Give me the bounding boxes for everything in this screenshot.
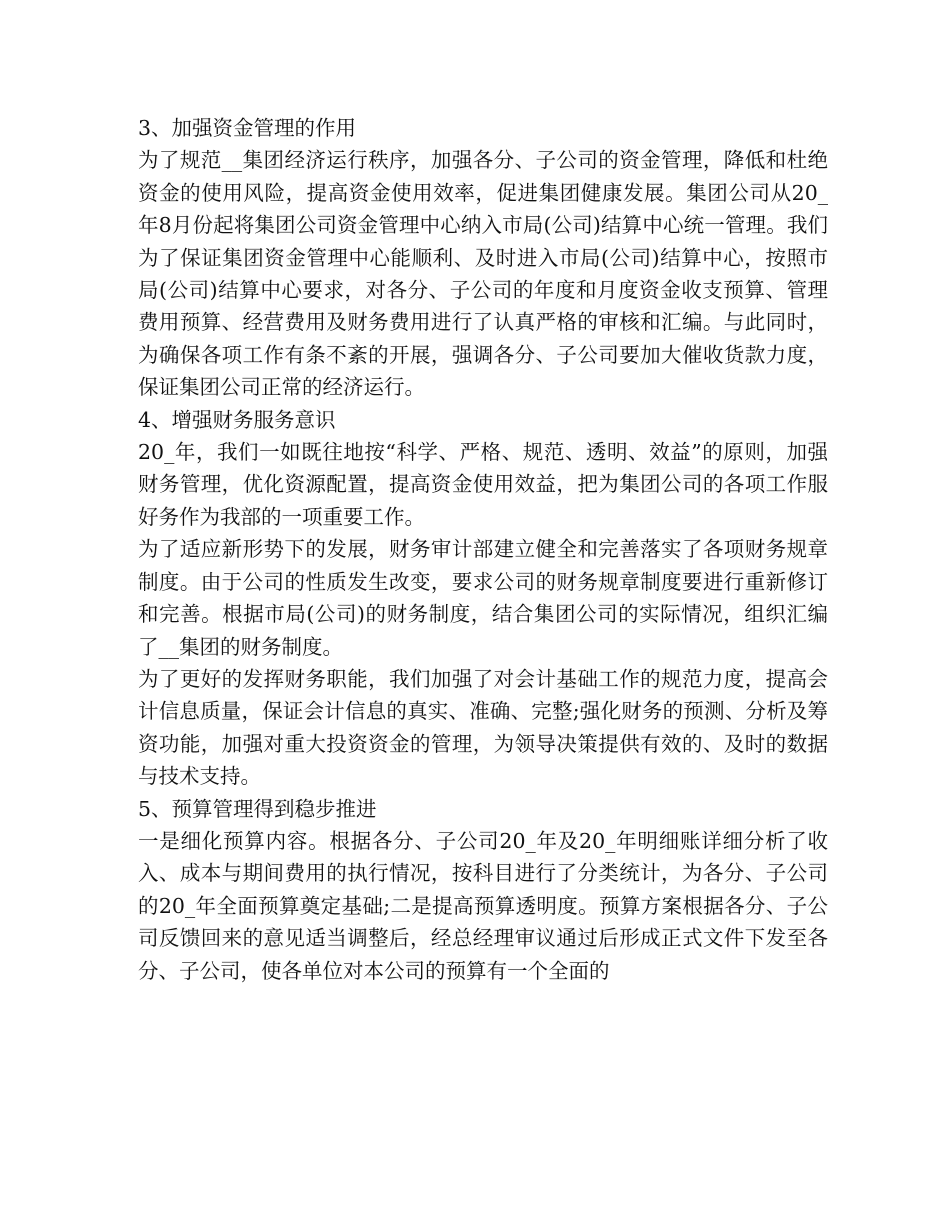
- paragraph-budget-management: 一是细化预算内容。根据各分、子公司20_年及20_年明细账详细分析了收入、成本与期间费用的执行情况，按科目进行了分类统计，为各分、子公司的20_年全面预算奠定基础;二是提高预算透明度。预算方案根据各分、子公司反馈回来的意见适当调整后，经总经理审议通过后形成正式文件下发至各分、子公司，使各单位对本公司的预算有一个全面的: [138, 828, 828, 983]
- section-heading-3: 3、加强资金管理的作用: [138, 116, 357, 140]
- paragraph-financial-rules: 为了适应新形势下的发展，财务审计部建立健全和完善落实了各项财务规章制度。由于公司的性质发生改变，要求公司的财务规章制度要进行重新修订和完善。根据市局(公司)的财务制度，结合集团公司的实际情况，组织汇编了__集团的财务制度。: [138, 537, 828, 659]
- document-page: [138, 112, 828, 987]
- section-heading-4: 4、增强财务服务意识: [138, 407, 336, 432]
- paragraph-accounting-basics: 为了更好的发挥财务职能，我们加强了对会计基础工作的规范力度，提高会计信息质量，保证会计信息的真实、准确、完整;强化财务的预测、分析及筹资功能，加强对重大投资资金的管理，为领导决策提供有效的、及时的数据与技术支持。: [138, 666, 828, 789]
- paragraph-fund-management: 为了规范__集团经济运行秩序，加强各分、子公司的资金管理，降低和杜绝资金的使用风险，提高资金使用效率，促进集团健康发展。集团公司从20_年8月份起将集团公司资金管理中心纳入市局(公司)结算中心统一管理。我们为了保证集团资金管理中心能顺利、及时进入市局(公司)结算中心，按照市局(公司)结算中心要求，对各分、子公司的年度和月度资金收支预算、管理费用预算、经营费用及财务费用进行了认真严格的审核和汇编。与此同时，为确保各项工作有条不紊的开展，强调各分、子公司要加大催收货款力度，保证集团公司正常的经济运行。: [138, 148, 828, 400]
- paragraph-service-principle: 20_年，我们一如既往地按“科学、严格、规范、透明、效益”的原则，加强财务管理，优化资源配置，提高资金使用效益，把为集团公司的各项工作服好务作为我部的一项重要工作。: [138, 440, 828, 529]
- section-heading-5: 5、预算管理得到稳步推进: [138, 796, 377, 821]
